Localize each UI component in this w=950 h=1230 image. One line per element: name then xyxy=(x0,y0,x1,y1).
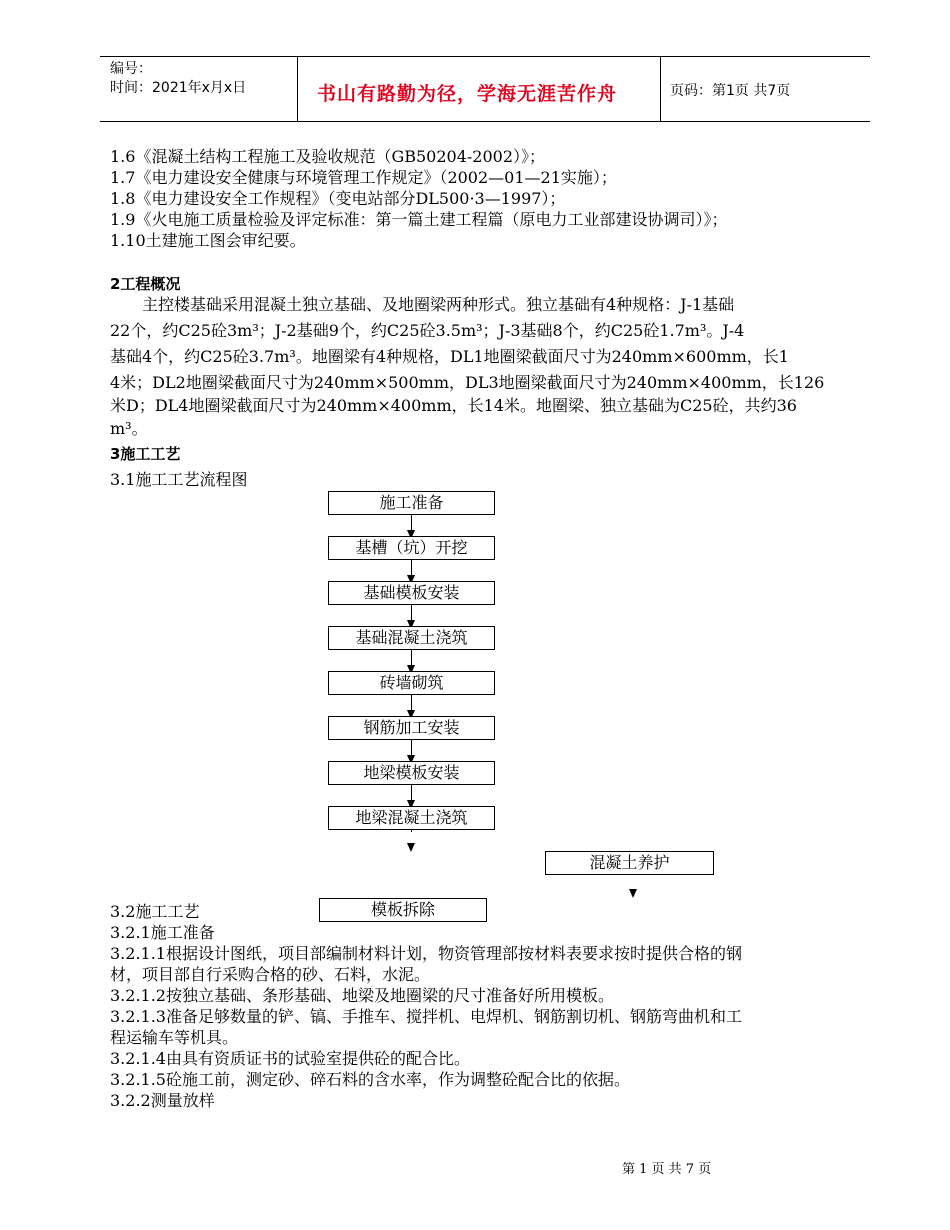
paragraph-line: 程运输车等机具。 xyxy=(110,1028,239,1047)
paragraph-line: 米D；DL4地圈梁截面尺寸为240mm×400mm，长14米。地圈梁、独立基础为C25砼，共约36 xyxy=(110,396,797,415)
paragraph-line: 3.2.1.2按独立基础、条形基础、地梁及地圈梁的尺寸准备好所用模板。 xyxy=(110,986,614,1005)
flow-step: 地梁混凝土浇筑 xyxy=(328,806,495,830)
header-divider-1 xyxy=(297,56,298,122)
flow-step: 砖墙砌筑 xyxy=(328,671,495,695)
paragraph-line: 22个，约C25砼3m³；J-2基础9个，约C25砼3.5m³；J-3基础8个，约C25砼1.7m³。J-4 xyxy=(110,321,745,340)
header-motto: 书山有路勤为径，学海无涯苦作舟 xyxy=(317,83,618,105)
flow-arrow xyxy=(629,889,637,898)
ref-line: 1.7《电力建设安全健康与环境管理工作规定》（2002—01—21实施）； xyxy=(110,168,617,187)
ref-line: 1.10土建施工图会审纪要。 xyxy=(110,231,306,250)
paragraph-line: 3.2.1.1根据设计图纸，项目部编制材料计划，物资管理部按材料表要求按时提供合格的钢 xyxy=(110,944,742,963)
paragraph-line: 材，项目部自行采购合格的砂、石料，水泥。 xyxy=(110,965,431,984)
ref-line: 1.9《火电施工质量检验及评定标准：第一篇土建工程篇（原电力工业部建设协调司）》； xyxy=(110,210,728,229)
paragraph-line: 主控楼基础采用混凝土独立基础、及地圈梁两种形式。独立基础有4种规格：J-1基础 xyxy=(110,295,735,314)
flow-step: 基槽（坑）开挖 xyxy=(328,536,495,560)
flow-step-formwork-removal: 模板拆除 xyxy=(319,898,487,922)
header-bottom-rule xyxy=(100,121,870,122)
flow-step: 基础模板安装 xyxy=(328,581,495,605)
paragraph-line: 3.2.1施工准备 xyxy=(110,923,215,942)
ref-line: 1.8《电力建设安全工作规程》（变电站部分DL500·3—1997）； xyxy=(110,189,566,208)
header-time-label: 时间：2021年x月x日 xyxy=(110,80,247,96)
subsection-heading: 3.2施工工艺 xyxy=(110,902,200,921)
flow-step: 钢筋加工安装 xyxy=(328,716,495,740)
flow-arrow xyxy=(407,843,415,852)
paragraph-line: 基础4个，约C25砼3.7m³。地圈梁有4种规格，DL1地圈梁截面尺寸为240mm×600mm，长1 xyxy=(110,347,789,366)
flow-step: 地梁模板安装 xyxy=(328,761,495,785)
header-divider-2 xyxy=(660,56,661,122)
paragraph-line: 4米；DL2地圈梁截面尺寸为240mm×500mm，DL3地圈梁截面尺寸为240mm×400mm，长126 xyxy=(110,373,825,392)
flow-step: 施工准备 xyxy=(328,491,495,515)
paragraph-line: 3.2.1.3准备足够数量的铲、镐、手推车、搅拌机、电焊机、钢筋割切机、钢筋弯曲机和工 xyxy=(110,1007,742,1026)
paragraph-line: 3.2.2测量放样 xyxy=(110,1091,215,1110)
page-footer: 第 1 页 共 7 页 xyxy=(622,1162,712,1177)
subsection-heading: 3.1施工工艺流程图 xyxy=(110,470,248,489)
paragraph-line: m³。 xyxy=(110,419,148,438)
paragraph-line: 3.2.1.4由具有资质证书的试验室提供砼的配合比。 xyxy=(110,1049,470,1068)
section-heading: 3施工工艺 xyxy=(110,445,181,463)
ref-line: 1.6《混凝土结构工程施工及验收规范（GB50204-2002）》； xyxy=(110,147,546,166)
header-top-rule xyxy=(100,56,870,57)
flow-step: 基础混凝土浇筑 xyxy=(328,626,495,650)
paragraph-line: 3.2.1.5砼施工前，测定砂、碎石料的含水率，作为调整砼配合比的依据。 xyxy=(110,1070,630,1089)
flow-step-curing: 混凝土养护 xyxy=(545,851,714,875)
header-page-label: 页码：第1页 共7页 xyxy=(670,83,791,99)
section-heading: 2工程概况 xyxy=(110,275,181,293)
header-number-label: 编号： xyxy=(110,61,152,77)
